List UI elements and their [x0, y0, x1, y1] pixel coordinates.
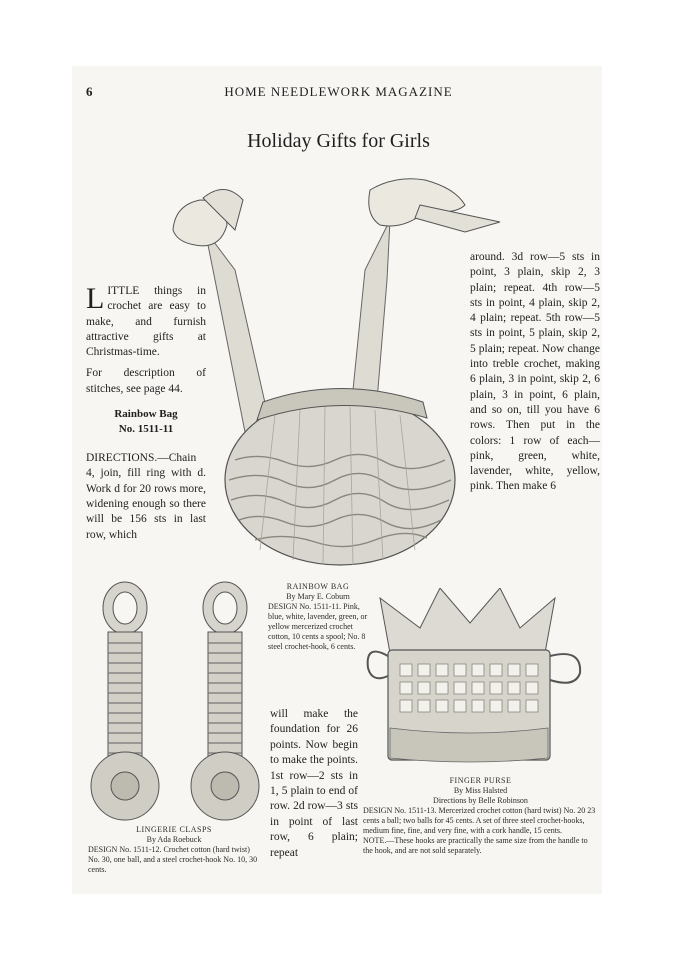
intro-column	[86, 284, 206, 549]
subhead-number: No. 1511-11	[118, 423, 174, 436]
rainbow-bag-caption-title: RAINBOW BAG	[286, 582, 350, 591]
rainbow-bag-caption-author: By Mary E. Coburn	[286, 592, 350, 601]
lingerie-clasps-caption-title: LINGERIE CLASPS	[136, 825, 212, 834]
stitch-reference: For description of stitches, see page 44.	[86, 367, 206, 395]
finger-purse-caption-design: DESIGN No. 1511-13. Mercerized crochet cotton (hard twist) No. 20 23 cents a ball; two balls for 45 cents. A set of three steel crochet-hooks, medium fine, fine, and very fine, with a cork handle, 15 cents.	[363, 806, 596, 835]
finger-purse-caption	[363, 776, 598, 856]
finger-purse-caption-author: By Miss Halsted	[453, 786, 508, 795]
rainbow-bag-subhead	[86, 407, 206, 437]
article-title: Holiday Gifts for Girls	[247, 130, 430, 152]
rainbow-bag-caption	[268, 582, 368, 652]
page-number: 6	[86, 84, 94, 99]
subhead-title: Rainbow Bag	[114, 408, 178, 421]
lingerie-clasps-caption-design: DESIGN No. 1511-12. Crochet cotton (hard twist) No. 30, one ball, and a steel crochet-hook No. 10, 30 cents.	[88, 845, 258, 874]
finger-purse-caption-directions: Directions by Belle Robinson	[433, 796, 528, 805]
lingerie-clasps-illustration	[80, 578, 270, 823]
directions-middle-column	[270, 707, 358, 861]
drop-cap: L	[86, 282, 105, 315]
rainbow-bag-illustration	[165, 170, 510, 580]
intro-text: ITTLE things in crochet are easy to make, and furnish attractive gifts at Christmas-time.	[86, 285, 206, 359]
directions-right: around. 3d row—5 sts in point, 3 plain, skip 2, 3 plain; repeat. 4th row—5 sts in point, 4 plain, skip 2, 4 plain; repeat. 5th row—5 sts in point, 5 plain, skip 2, 5 plain; repeat. Now change into treble crochet, making 6 plain, 3 in point, skip 2, 6 plain, 3 in point, 6 plain, and so on, till you have 6 rows. Then put in the colors: 1 row of each—pink, green, white, lavender, white, yellow, pink. Then make 6	[470, 251, 600, 493]
directions-mid: will make the foundation for 26 points. Now begin to make the points. 1st row—2 sts in 1, 5 plain to end of row. 2d row—3 sts in point of last row, 6 plain; repeat	[270, 708, 358, 859]
lingerie-clasps-caption-author: By Ada Roebuck	[146, 835, 202, 844]
finger-purse-caption-note: NOTE.—These hooks are practically the same size from the handle to the hook, and are not sold separately.	[363, 836, 588, 855]
lingerie-clasps-caption	[88, 825, 260, 875]
finger-purse-caption-title: FINGER PURSE	[449, 776, 512, 785]
directions-right-column	[470, 250, 600, 495]
finger-purse-illustration	[360, 588, 590, 773]
rainbow-bag-caption-design: DESIGN No. 1511-11. Pink, blue, white, lavender, green, or yellow mercerized crochet cotton, 10 cents a spool; No. 8 steel crochet-hook, 6 cents.	[268, 602, 368, 651]
running-header: HOME NEEDLEWORK MAGAZINE	[224, 84, 453, 99]
directions-left: DIRECTIONS.—Chain 4, join, fill ring with d. Work d for 20 rows more, widening enough so there will be 156 sts in last row, which	[86, 452, 206, 541]
